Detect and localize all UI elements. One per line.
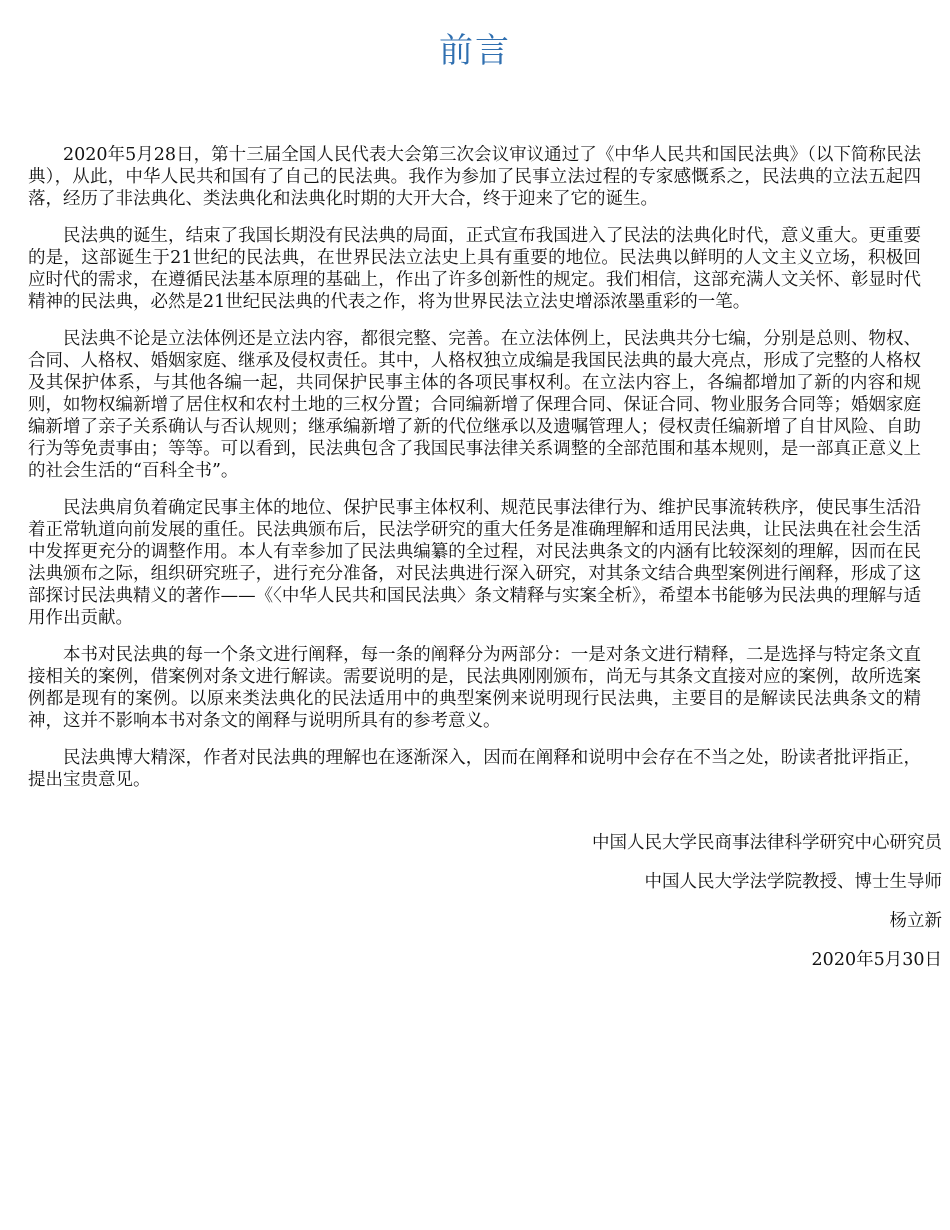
paragraph-3: 民法典不论是立法体例还是立法内容，都很完整、完善。在立法体例上，民法典共分七编，分别是总则、物权、合同、人格权、婚姻家庭、继承及侵权责任。其中，人格权独立成编是我国民法典的最大亮点，形成了完整的人格权及其保护体系，与其他各编一起，共同保护民事主体的各项民事权利。在立法内容上，各编都增加了新的内容和规则，如物权编新增了居住权和农村土地的三权分置；合同编新增了保理合同、保证合同、物业服务合同等；婚姻家庭编新增了亲子关系确认与否认规则；继承编新增了新的代位继承以及遗嘱管理人；侵权责任编新增了自甘风险、自助行为等免责事由；等等。可以看到，民法典包含了我国民事法律关系调整的全部范围和基本规则，是一部真正意义上的社会生活的“百科全书”。 <box>28 329 921 481</box>
signature-affiliation-1: 中国人民大学民商事法律科学研究中心研究员 <box>592 833 942 853</box>
signature-block <box>592 832 942 988</box>
paragraph-2: 民法典的诞生，结束了我国长期没有民法典的局面，正式宣布我国进入了民法的法典化时代，意义重大。更重要的是，这部诞生于21世纪的民法典，在世界民法立法史上具有重要的地位。民法典以鲜明的人文主义立场，积极回应时代的需求，在遵循民法基本原理的基础上，作出了许多创新性的规定。我们相信，这部充满人文关怀、彰显时代精神的民法典，必然是21世纪民法典的代表之作，将为世界民法立法史增添浓墨重彩的一笔。 <box>28 226 921 312</box>
page-title: 前言 <box>439 30 511 71</box>
paragraph-4: 民法典肩负着确定民事主体的地位、保护民事主体权利、规范民事法律行为、维护民事流转秩序，使民事生活沿着正常轨道向前发展的重任。民法典颁布后，民法学研究的重大任务是准确理解和适用民法典，让民法典在社会生活中发挥更充分的调整作用。本人有幸参加了民法典编纂的全过程，对民法典条文的内涵有比较深刻的理解，因而在民法典颁布之际，组织研究班子，进行充分准备，对民法典进行深入研究，对其条文结合典型案例进行阐释，形成了这部探讨民法典精义的著作——《〈中华人民共和国民法典〉条文精释与实案全析》，希望本书能够为民法典的理解与适用作出贡献。 <box>28 498 921 628</box>
paragraph-5: 本书对民法典的每一个条文进行阐释，每一条的阐释分为两部分：一是对条文进行精释，二是选择与特定条文直接相关的案例，借案例对条文进行解读。需要说明的是，民法典刚刚颁布，尚无与其条文直接对应的案例，故所选案例都是现有的案例。以原来类法典化的民法适用中的典型案例来说明现行民法典，主要目的是解读民法典条文的精神，这并不影响本书对条文的阐释与说明所具有的参考意义。 <box>28 645 921 731</box>
signature-affiliation-2: 中国人民大学法学院教授、博士生导师 <box>644 872 942 892</box>
signature-author: 杨立新 <box>889 911 942 931</box>
paragraph-1: 2020年5月28日，第十三届全国人民代表大会第三次会议审议通过了《中华人民共和国民法典》（以下简称民法典），从此，中华人民共和国有了自己的民法典。我作为参加了民事立法过程的专家感慨系之，民法典的立法五起四落，经历了非法典化、类法典化和法典化时期的大开大合，终于迎来了它的诞生。 <box>28 145 921 209</box>
signature-date: 2020年5月30日 <box>811 950 942 970</box>
preface-body <box>28 144 921 806</box>
paragraph-6: 民法典博大精深，作者对民法典的理解也在逐渐深入，因而在阐释和说明中会存在不当之处，盼读者批评指正，提出宝贵意见。 <box>28 748 921 790</box>
